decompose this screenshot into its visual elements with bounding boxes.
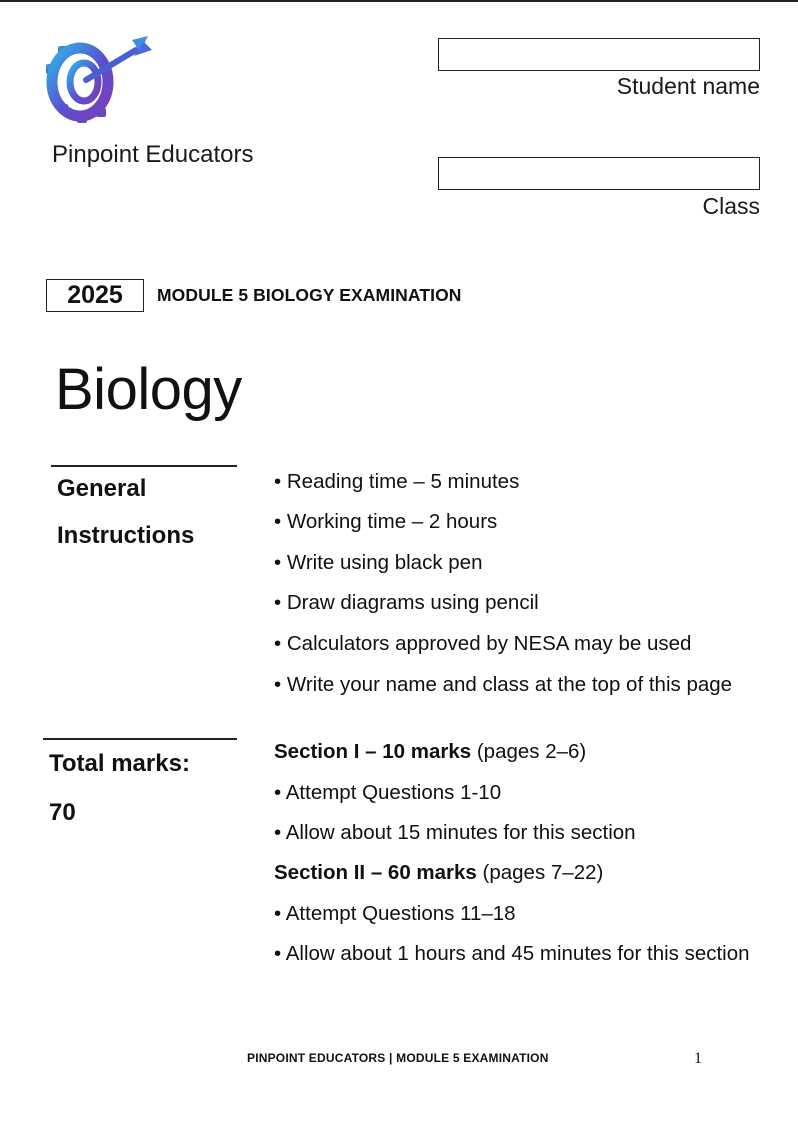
subject-title: Biology — [55, 357, 242, 422]
page-number: 1 — [694, 1050, 702, 1067]
section-2-heading — [274, 861, 603, 885]
section-1-item: • Allow about 15 minutes for this section — [274, 821, 636, 845]
instruction-item: • Draw diagrams using pencil — [274, 591, 539, 615]
total-marks-label: Total marks: — [49, 750, 190, 777]
instruction-item: • Working time – 2 hours — [274, 510, 497, 534]
instruction-item: • Reading time – 5 minutes — [274, 470, 519, 494]
marks-divider — [43, 738, 237, 740]
page-footer: PINPOINT EDUCATORS | MODULE 5 EXAMINATION — [247, 1051, 549, 1065]
section-2-title: Section II – 60 marks — [274, 861, 477, 884]
student-name-field[interactable] — [438, 38, 760, 71]
instructions-heading: Instructions — [57, 522, 195, 549]
instruction-item: • Write using black pen — [274, 551, 483, 575]
section-2-item: • Attempt Questions 11–18 — [274, 902, 516, 926]
section-2-item: • Allow about 1 hours and 45 minutes for this section — [274, 942, 750, 966]
exam-year: 2025 — [46, 279, 144, 312]
section-1-heading — [274, 740, 586, 764]
exam-title: MODULE 5 BIOLOGY EXAMINATION — [157, 285, 462, 305]
top-border — [0, 0, 798, 2]
class-field[interactable] — [438, 157, 760, 190]
section-1-item: • Attempt Questions 1-10 — [274, 781, 501, 805]
total-marks-value: 70 — [49, 799, 76, 826]
instructions-divider — [51, 465, 237, 467]
section-1-pages: (pages 2–6) — [476, 740, 587, 763]
instruction-item: • Calculators approved by NESA may be used — [274, 632, 691, 656]
section-2-pages: (pages 7–22) — [482, 861, 604, 884]
general-heading: General — [57, 475, 147, 502]
class-label: Class — [702, 193, 760, 219]
student-name-label: Student name — [616, 73, 760, 99]
organisation-name: Pinpoint Educators — [52, 141, 254, 168]
section-1-title: Section I – 10 marks — [274, 740, 472, 763]
target-arrow-logo-icon — [44, 34, 154, 126]
instruction-item: • Write your name and class at the top of this page — [274, 673, 732, 697]
